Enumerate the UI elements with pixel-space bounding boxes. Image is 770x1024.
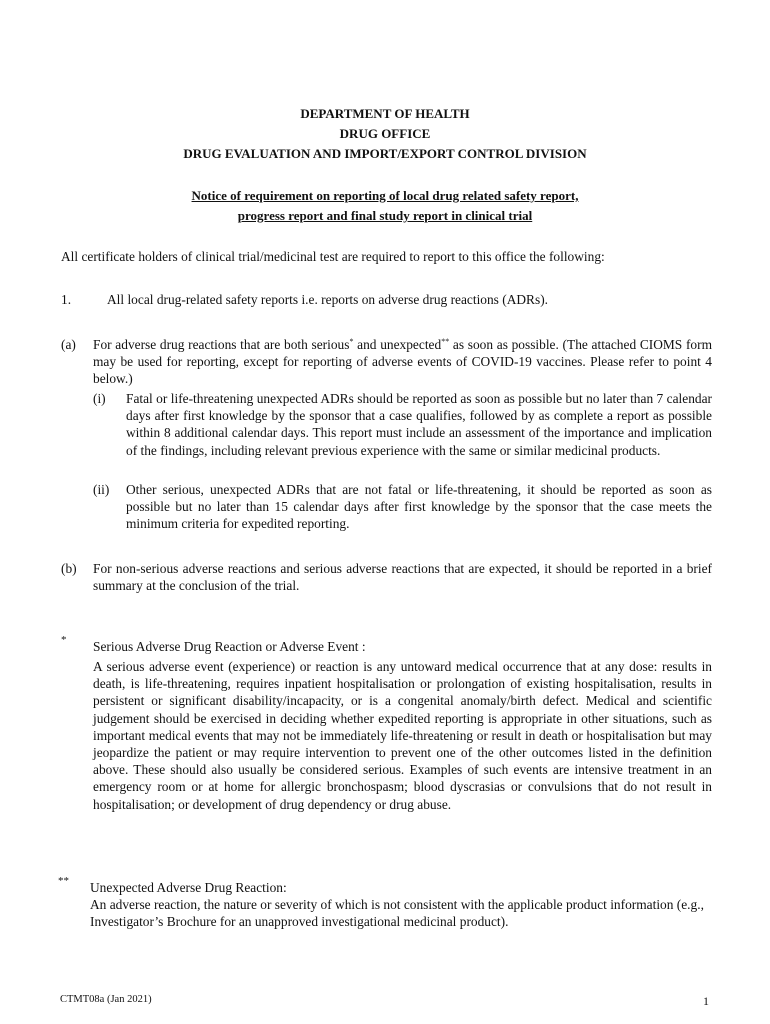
notice-title-line1: Notice of requirement on reporting of local drug related safety report, bbox=[191, 188, 579, 203]
item-a-i-paragraph bbox=[93, 390, 712, 459]
unexpected-footnote-text: An adverse reaction, the nature or severity of which is not consistent with the applicable product information (e.g., Investigator’s Brochure for an unapproved investigational medicinal product). bbox=[90, 897, 704, 930]
header-line-department: DEPARTMENT OF HEALTH bbox=[300, 106, 470, 121]
header-line-office: DRUG OFFICE bbox=[339, 126, 431, 141]
item-a-i-label: (i) bbox=[93, 391, 106, 406]
list-item-number: 1. bbox=[61, 292, 72, 307]
item-a-paragraph bbox=[61, 336, 712, 388]
item-a-ii-label: (ii) bbox=[93, 482, 110, 497]
item-a-text-start: For adverse drug reactions that are both serious bbox=[93, 337, 350, 352]
notice-title-line2: progress report and final study report in clinical trial bbox=[237, 208, 533, 223]
serious-footnote-mark: * bbox=[61, 634, 67, 646]
unexpected-footnote-mark: ** bbox=[58, 875, 69, 887]
unexpected-footnote-title: Unexpected Adverse Drug Reaction: bbox=[90, 880, 287, 895]
unexpected-footnote-ref: ** bbox=[441, 337, 450, 346]
list-item-text: All local drug-related safety reports i.e. reports on adverse drug reactions (ADRs). bbox=[107, 292, 548, 307]
notice-title bbox=[0, 186, 770, 226]
item-b-label: (b) bbox=[61, 561, 77, 576]
item-a-label: (a) bbox=[61, 337, 76, 352]
item-b-paragraph bbox=[61, 560, 712, 594]
item-a-text-end: as soon as possible. (The attached CIOMS form may be used for reporting, except for reporting of adverse events of COVID-19 vaccines. Please refer to point 4 below.) bbox=[93, 337, 712, 387]
page-number: 1 bbox=[703, 994, 709, 1008]
serious-footnote-title: Serious Adverse Drug Reaction or Adverse Event : bbox=[93, 639, 366, 654]
item-a-ii-paragraph bbox=[93, 481, 712, 533]
item-a-ii-text: Other serious, unexpected ADRs that are not fatal or life-threatening, it should be reported as soon as possible but no later than 15 calendar days after first knowledge by the sponsor that the case meets the minimum criteria for expedited reporting. bbox=[126, 482, 712, 532]
item-a-text-mid: and unexpected bbox=[353, 337, 442, 352]
intro-paragraph: All certificate holders of clinical trial/medicinal test are required to report to this office the following: bbox=[61, 249, 605, 264]
item-a-i-text: Fatal or life-threatening unexpected ADRs should be reported as soon as possible but no later than 7 calendar days after first knowledge by the sponsor that a case qualifies, followed by as complete a report as possible within 8 additional calendar days. This report must include an assessment of the importance and implication of the findings, including relevant previous experience with the same or similar medicinal products. bbox=[126, 391, 712, 458]
form-code: CTMT08a (Jan 2021) bbox=[60, 994, 152, 1005]
department-header bbox=[0, 104, 770, 164]
header-line-division: DRUG EVALUATION AND IMPORT/EXPORT CONTROL DIVISION bbox=[183, 146, 587, 161]
item-b-text: For non-serious adverse reactions and serious adverse reactions that are expected, it should be reported in a brief summary at the conclusion of the trial. bbox=[93, 561, 712, 594]
serious-footnote-text: A serious adverse event (experience) or reaction is any untoward medical occurrence that at any dose: results in death, is life-threatening, requires inpatient hospitalisation or prolongation of existing hospitalisation, results in persistent or significant disability/incapacity, or is a congenital anomaly/birth defect. Medical and scientific judgement should be exercised in deciding whether expedited reporting is appropriate in other situations, such as important medical events that may not be immediately life-threatening or result in death or hospitalisation but may jeopardize the patient or may require intervention to prevent one of the other outcomes listed in the definition above. These should also usually be considered serious. Examples of such events are intensive treatment in an emergency room or at home for allergic bronchospasm; blood dyscrasias or convulsions that do not result in hospitalisation; or development of drug dependency or drug abuse. bbox=[93, 659, 712, 812]
serious-footnote-ref: * bbox=[349, 337, 354, 346]
